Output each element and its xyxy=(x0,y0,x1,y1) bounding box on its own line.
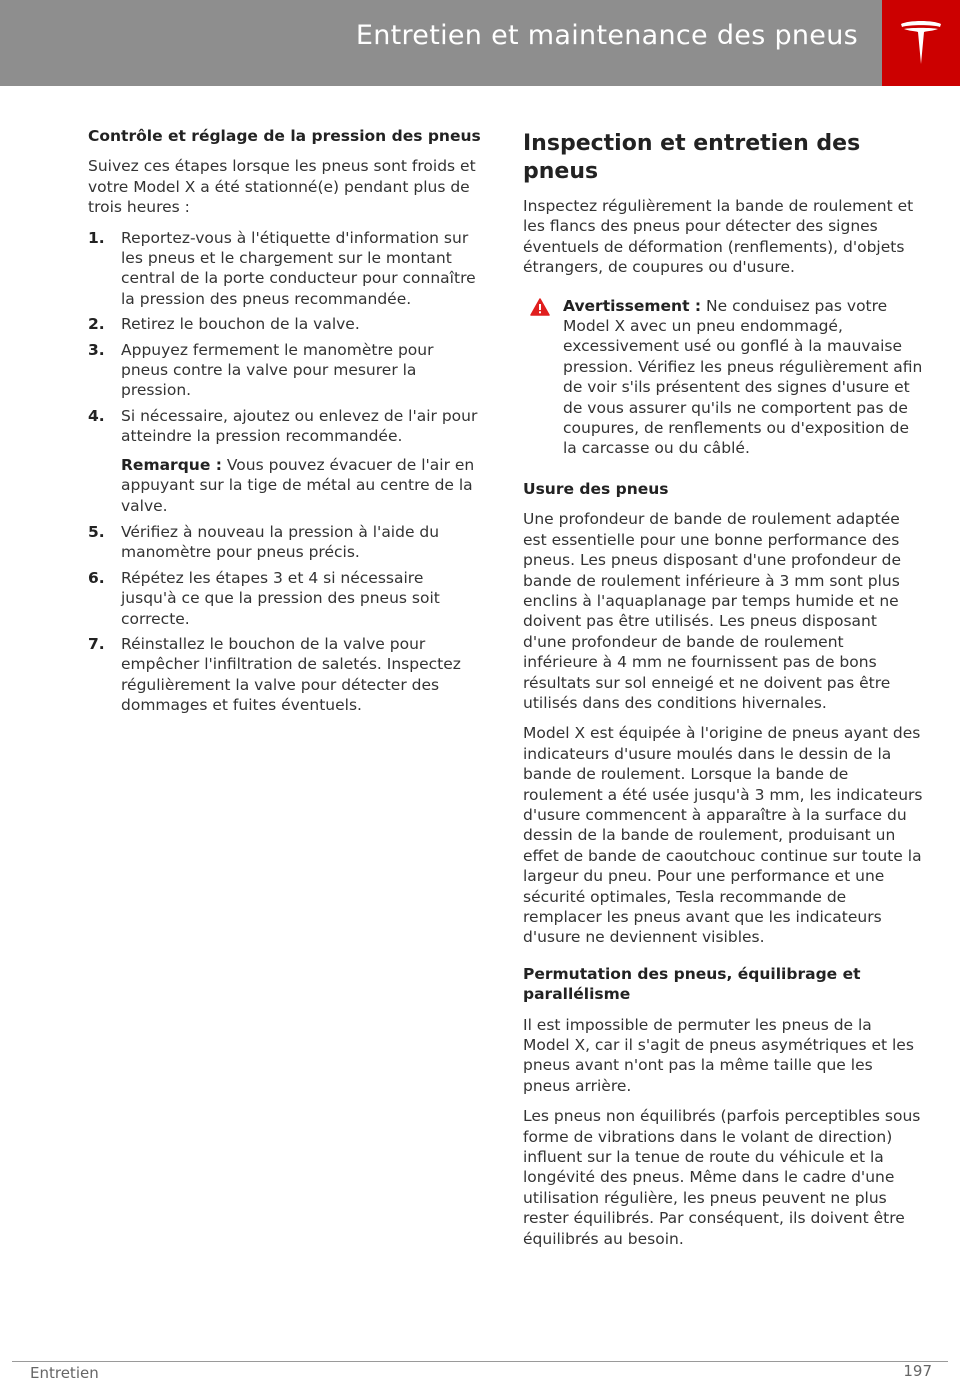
tire-wear-heading: Usure des pneus xyxy=(523,479,669,498)
page-header xyxy=(0,0,960,86)
step-number: 5. xyxy=(88,522,105,541)
step-item xyxy=(88,340,482,401)
tire-wear-paragraph: Une profondeur de bande de roulement adaptée est essentielle pour une bonne performance des pneus. Les pneus disposant d'une profondeur de bande de roulement inférieure à 3 mm sont plus enclins à l'aquaplanage par temps humide et ne doivent pas être utilisés. Les pneus disposant d'une profondeur de bande de roulement inférieure à 4 mm ne fournissent pas de bons résultats sur sol enneigé et ne doivent pas être utilisés dans des conditions hivernales. xyxy=(523,510,902,712)
balancing-paragraph: Les pneus non équilibrés (parfois perceptibles sous forme de vibrations dans le volant de direction) influent sur la tenue de route du véhicule et la longévité des pneus. Même dans le cadre d'une utilisation régulière, les pneus peuvent ne plus rester équilibrés. Par conséquent, ils doivent être équilibrés au besoin. xyxy=(523,1107,921,1248)
step-text: Reportez-vous à l'étiquette d'information sur les pneus et le chargement sur le montant central de la porte conducteur pour connaître la pression des pneus recommandée. xyxy=(121,228,476,308)
step-number: 2. xyxy=(88,315,105,334)
right-column xyxy=(523,126,923,1259)
warning-text-block xyxy=(563,296,923,459)
step-text: Vérifiez à nouveau la pression à l'aide du manomètre pour pneus précis. xyxy=(121,522,440,562)
step-number: 1. xyxy=(88,228,105,247)
tesla-logo-icon xyxy=(900,18,942,68)
step-item xyxy=(88,406,482,447)
step-text: Appuyez fermement le manomètre pour pneus contre la valve pour mesurer la pression. xyxy=(121,340,434,400)
tire-pressure-steps xyxy=(88,228,482,716)
step-number: 3. xyxy=(88,340,105,359)
rotation-heading: Permutation des pneus, équilibrage et parallélisme xyxy=(523,964,861,1004)
note-text: Vous pouvez évacuer de l'air en appuyant sur la tige de métal au centre de la valve. xyxy=(121,455,475,515)
warning-text: Ne conduisez pas votre Model X avec un pneu endommagé, excessivement usé ou gonflé à la mauvaise pression. Vérifiez les pneus régulièrement afin de voir s'ils présentent des signes d'usure et de vous assurer qu'ils ne comportent pas de coupures, de renflements ou d'exposition de la carcasse ou du câblé. xyxy=(563,296,923,458)
step-number: 7. xyxy=(88,634,105,653)
footer-divider xyxy=(12,1361,948,1362)
step-item xyxy=(88,634,482,716)
step-text: Répétez les étapes 3 et 4 si nécessaire jusqu'à ce que la pression des pneus soit correcte. xyxy=(121,568,440,628)
note-label: Remarque : xyxy=(121,455,222,474)
step-item xyxy=(88,228,482,310)
step-number: 4. xyxy=(88,406,105,425)
footer-section-name: Entretien xyxy=(30,1364,99,1382)
warning-label: Avertissement : xyxy=(563,296,702,315)
inspection-intro: Inspectez régulièrement la bande de roulement et les flancs des pneus pour détecter des signes éventuels de déformation (renflements), d'objets étrangers, de coupures ou d'usure. xyxy=(523,197,914,277)
page-header-title: Entretien et maintenance des pneus xyxy=(355,20,858,51)
wear-indicator-paragraph: Model X est équipée à l'origine de pneus ayant des indicateurs d'usure moulés dans le dessin de la bande de roulement. Lorsque la bande de roulement a été usée jusqu'à 3 mm, les indicateurs d'usure commencent à apparaître à la surface du dessin de la bande de roulement, produisant un effet de bande de caoutchouc continue sur toute la largeur du pneu. Pour une performance et une sécurité optimales, Tesla recommande de remplacer les pneus avant que les indicateurs d'usure ne deviennent visibles. xyxy=(523,724,923,947)
step-text: Retirez le bouchon de la valve. xyxy=(121,315,360,334)
page-number: 197 xyxy=(903,1362,932,1380)
note-block xyxy=(88,455,482,516)
step-text: Si nécessaire, ajoutez ou enlevez de l'air pour atteindre la pression recommandée. xyxy=(121,406,478,446)
left-column xyxy=(88,126,482,721)
warning-block xyxy=(523,296,923,459)
warning-triangle-icon xyxy=(523,296,563,459)
rotation-paragraph: Il est impossible de permuter les pneus de la Model X, car il s'agit de pneus asymétriques et les pneus avant n'ont pas la même taille que les pneus arrière. xyxy=(523,1015,914,1095)
tire-pressure-heading: Contrôle et réglage de la pression des pneus xyxy=(88,127,481,145)
step-item xyxy=(88,314,482,334)
step-item xyxy=(88,568,482,629)
tire-pressure-intro: Suivez ces étapes lorsque les pneus sont froids et votre Model X a été stationné(e) pendant plus de trois heures : xyxy=(88,157,476,217)
step-item xyxy=(88,522,482,563)
tesla-logo xyxy=(882,0,960,86)
step-number: 6. xyxy=(88,568,105,587)
inspection-title: Inspection et entretien des pneus xyxy=(523,131,861,184)
step-text: Réinstallez le bouchon de la valve pour empêcher l'infiltration de saletés. Inspectez régulièrement la valve pour détecter des dommages et fuites éventuels. xyxy=(121,634,461,715)
